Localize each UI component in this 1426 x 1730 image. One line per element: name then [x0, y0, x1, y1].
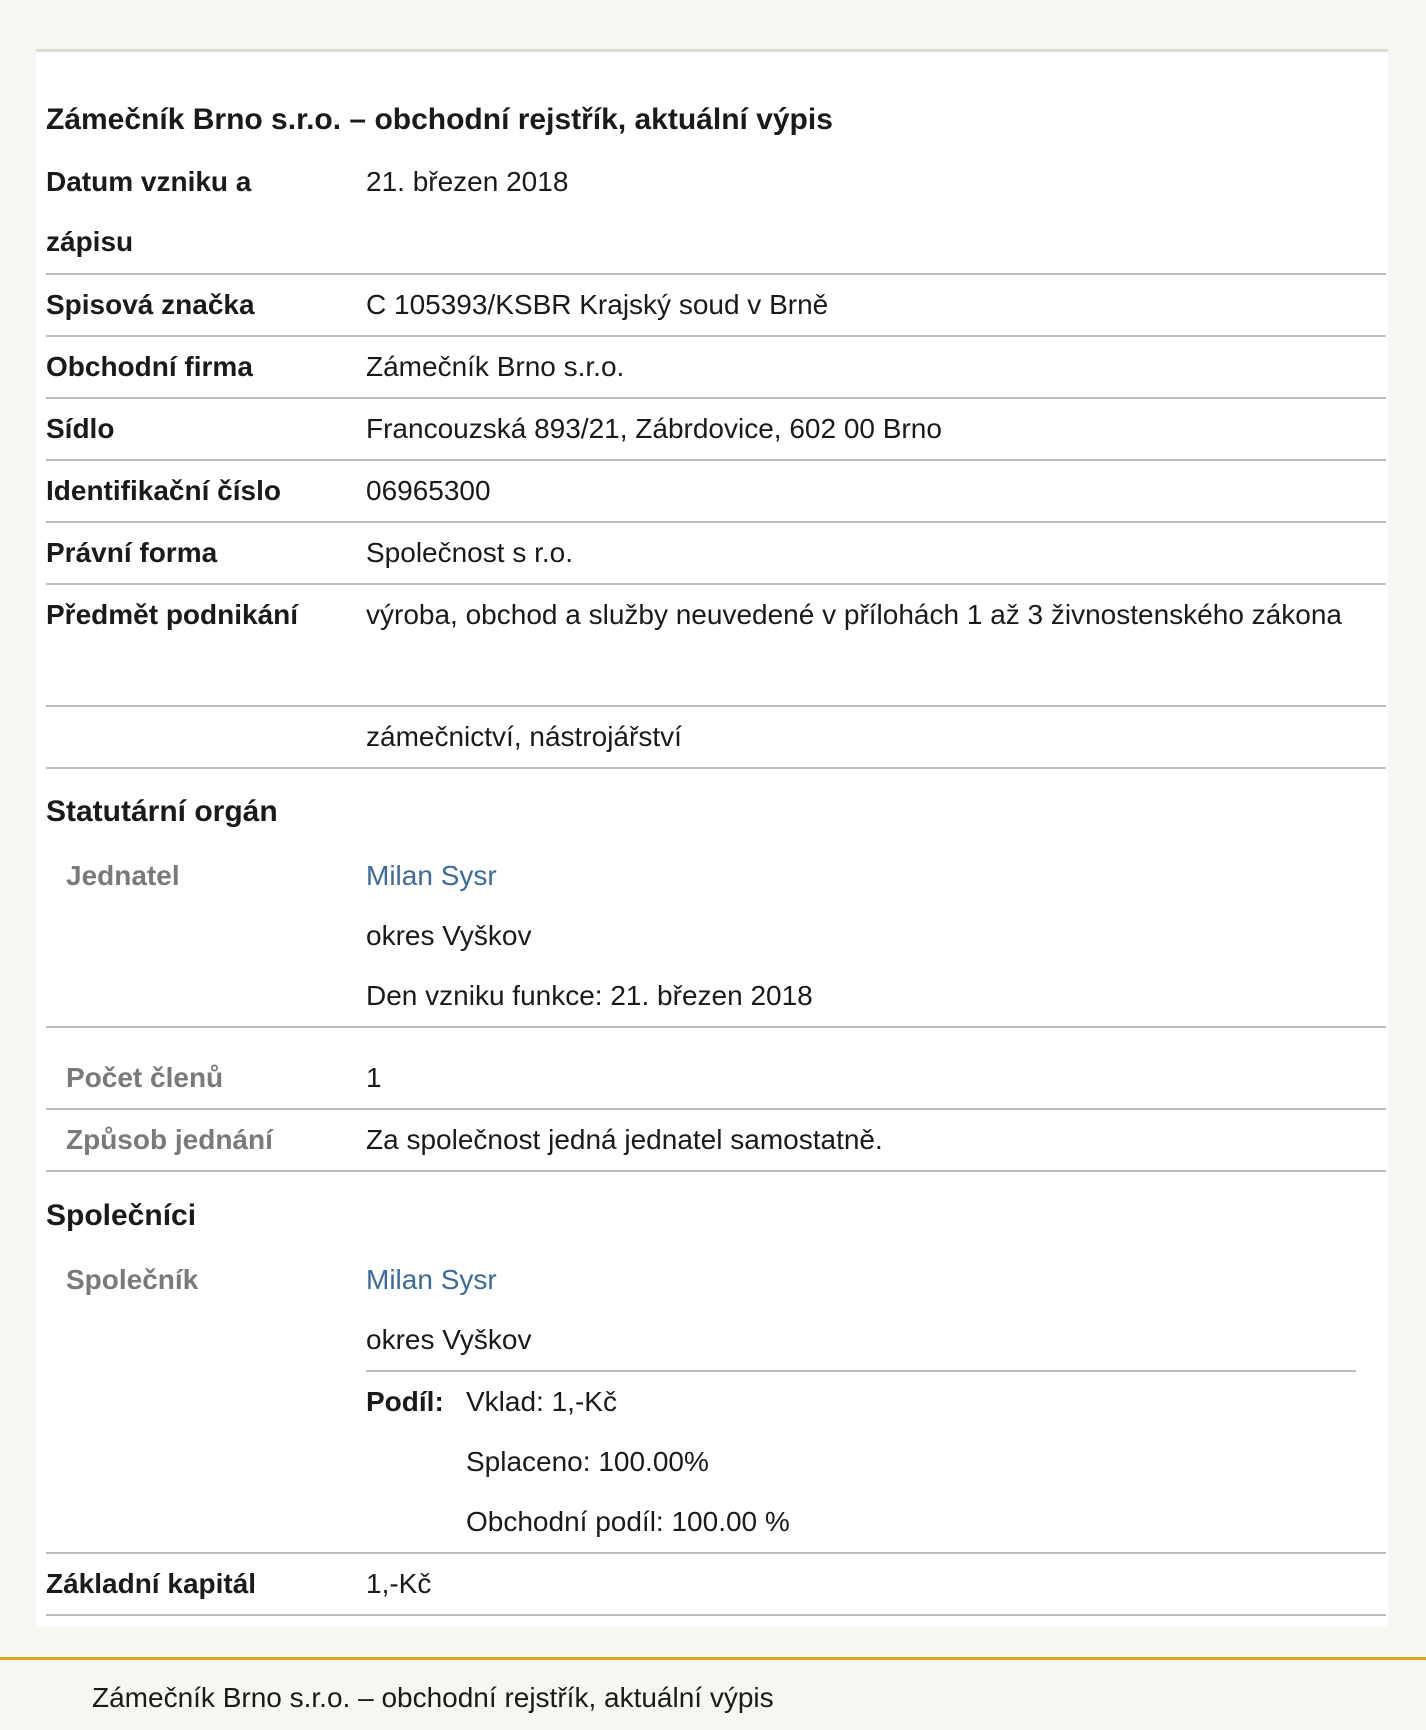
value-zakladni-kapital: 1,-Kč	[366, 1568, 432, 1599]
value-spisova-znacka: C 105393/KSBR Krajský soud v Brně	[366, 289, 829, 320]
label-podil: Podíl:	[366, 1386, 444, 1417]
value-vklad: Vklad: 1,-Kč	[466, 1386, 617, 1417]
label-zpusob-jednani: Způsob jednání	[66, 1124, 273, 1155]
value-ico: 06965300	[366, 475, 491, 506]
label-zakladni-kapital: Základní kapitál	[46, 1568, 257, 1599]
label-jednatel: Jednatel	[66, 860, 180, 891]
label-pravni-forma: Právní forma	[46, 537, 218, 568]
page-title: Zámečník Brno s.r.o. – obchodní rejstřík, aktuální výpis	[46, 103, 833, 136]
footer-title: Zámečník Brno s.r.o. – obchodní rejstřík, aktuální výpis	[92, 1682, 774, 1713]
value-pravni-forma: Společnost s r.o.	[366, 537, 574, 568]
link-spolecnik-name[interactable]: Milan Sysr	[366, 1264, 497, 1295]
value-datum-vzniku: 21. březen 2018	[366, 166, 569, 197]
value-zpusob-jednani: Za společnost jedná jednatel samostatně.	[366, 1124, 883, 1155]
label-ico: Identifikační číslo	[46, 475, 281, 506]
value-jednatel-okres: okres Vyškov	[366, 920, 532, 951]
section-statutarni-organ: Statutární orgán	[46, 795, 278, 828]
value-predmet-2: zámečnictví, nástrojářství	[366, 721, 682, 752]
link-jednatel-name[interactable]: Milan Sysr	[366, 860, 497, 891]
value-predmet-1: výroba, obchod a služby neuvedené v přílohách 1 až 3 živnostenského zákona	[366, 599, 1342, 630]
value-spolecnik-okres: okres Vyškov	[366, 1324, 532, 1355]
row-divider	[46, 1614, 1386, 1616]
value-obchodni-firma: Zámečník Brno s.r.o.	[366, 351, 625, 382]
label-sidlo: Sídlo	[46, 413, 115, 444]
row-divider	[46, 767, 1386, 769]
section-spolecnici: Společníci	[46, 1199, 197, 1232]
value-splaceno: Splaceno: 100.00%	[466, 1446, 709, 1477]
value-obchodni-podil: Obchodní podíl: 100.00 %	[466, 1506, 790, 1537]
footer-divider	[0, 1657, 1426, 1660]
label-datum-vzniku: Datum vzniku a zápisu	[46, 166, 252, 257]
label-spisova-znacka: Spisová značka	[46, 289, 255, 320]
row-divider	[46, 1026, 1386, 1028]
row-divider	[46, 705, 1386, 707]
value-sidlo: Francouzská 893/21, Zábrdovice, 602 00 Brno	[366, 413, 942, 444]
label-pocet-clenu: Počet členů	[66, 1062, 224, 1093]
value-jednatel-den-vzniku: Den vzniku funkce: 21. březen 2018	[366, 980, 813, 1011]
label-spolecnik: Společník	[66, 1264, 199, 1295]
row-divider	[46, 521, 1386, 523]
row-divider	[46, 1170, 1386, 1172]
label-predmet-podnikani: Předmět podnikání	[46, 599, 299, 630]
label-obchodni-firma: Obchodní firma	[46, 351, 253, 382]
value-pocet-clenu: 1	[366, 1062, 382, 1093]
